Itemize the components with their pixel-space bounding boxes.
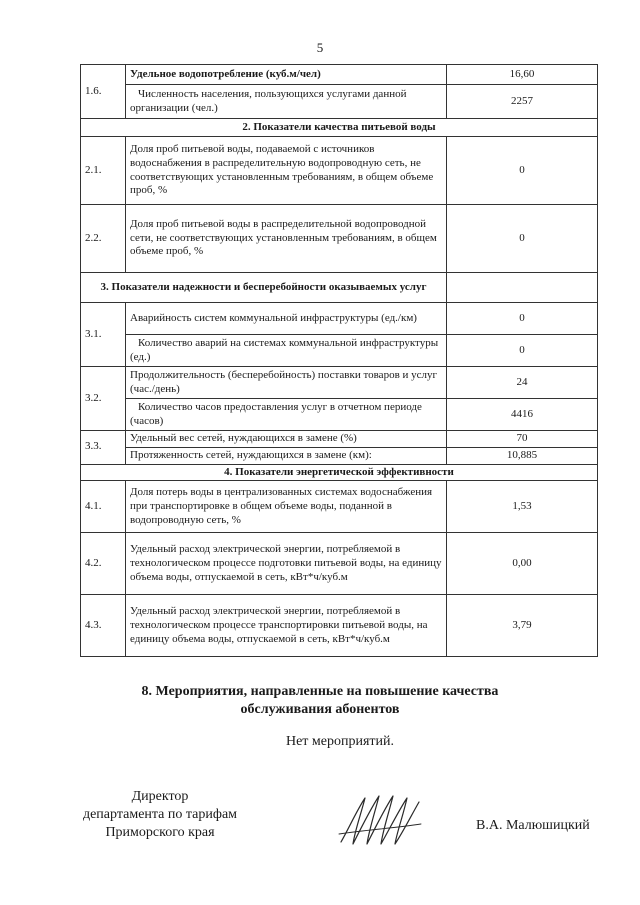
indicator-label: Доля проб питьевой воды, подаваемой с источников водоснабжения в распределительную водопроводную сеть, не соответствующих установленным требованиям, в общем объеме проб, % [126,137,447,205]
section-title: 2. Показатели качества питьевой воды [81,119,598,137]
table-row [81,205,598,273]
section-8-heading-line: 8. Мероприятия, направленные на повышение качества [141,684,499,699]
indicator-value: 70 [447,431,598,448]
section-8-heading [0,683,640,719]
no-measures-text: Нет мероприятий. [285,734,395,749]
indicator-label: Удельный вес сетей, нуждающихся в замене (%) [126,431,447,448]
indicator-value: 1,53 [447,481,598,533]
handwritten-signature [335,790,425,850]
section-header-row [81,464,598,481]
indicator-value: 2257 [447,85,598,119]
table-row [81,481,598,533]
row-number: 4.3. [81,595,126,657]
indicator-label: Удельное водопотребление (куб.м/чел) [126,65,447,85]
indicator-value: 24 [447,367,598,399]
row-number: 3.2. [81,367,126,431]
table-row [81,367,598,399]
row-number: 2.1. [81,137,126,205]
indicator-value: 4416 [447,399,598,431]
row-number: 3.1. [81,303,126,367]
indicator-value: 10,885 [447,447,598,464]
signer-name: В.А. Малюшицкий [476,818,590,833]
signatory-position [60,788,260,842]
indicator-value: 0 [447,303,598,335]
row-number: 3.3. [81,431,126,465]
indicator-label: Удельный расход электрической энергии, потребляемой в технологическом процессе транспортировки питьевой воды, на единицу объема воды, отпускаемой в сеть, кВт*ч/куб.м [126,595,447,657]
position-line: департамента по тарифам [82,807,238,822]
position-line: Приморского края [105,825,215,840]
position-line: Директор [131,789,189,804]
indicator-label: Аварийность систем коммунальной инфраструктуры (ед./км) [126,303,447,335]
table-row [81,533,598,595]
page-number: 5 [316,40,324,55]
indicators-table [80,64,598,657]
table-row [81,431,598,448]
indicator-value: 0 [447,137,598,205]
row-number: 2.2. [81,205,126,273]
table-row [81,399,598,431]
indicator-label: Удельный расход электрической энергии, потребляемой в технологическом процессе подготовки питьевой воды, на единицу объема воды, отпускаемой в сеть, кВт*ч/куб.м [126,533,447,595]
indicator-value: 0 [447,205,598,273]
row-number: 4.1. [81,481,126,533]
table-row [81,335,598,367]
section-header-row [81,273,598,303]
table-row [81,65,598,85]
section-8-heading-line: обслуживания абонентов [240,702,400,717]
table-row [81,595,598,657]
indicator-label: Доля проб питьевой воды в распределительной водопроводной сети, не соответствующих установленным требованиям, в общем объеме проб, % [126,205,447,273]
indicator-value: 0 [447,335,598,367]
indicator-value: 16,60 [447,65,598,85]
indicator-value: 3,79 [447,595,598,657]
indicator-label: Количество часов предоставления услуг в отчетном периоде (часов) [126,399,447,431]
indicator-label: Протяженность сетей, нуждающихся в замене (км): [126,447,447,464]
indicator-label: Численность населения, пользующихся услугами данной организации (чел.) [126,85,447,119]
indicator-label: Продолжительность (бесперебойность) поставки товаров и услуг (час./день) [126,367,447,399]
indicator-label: Доля потерь воды в централизованных системах водоснабжения при транспортировке в общем объеме воды, поданной в водопроводную сеть, % [126,481,447,533]
section-header-row [81,119,598,137]
table-row [81,447,598,464]
indicator-value: 0,00 [447,533,598,595]
section-title: 4. Показатели энергетической эффективности [81,464,598,481]
row-number: 1.6. [81,65,126,119]
table-row [81,137,598,205]
section-title: 3. Показатели надежности и бесперебойности оказываемых услуг [81,273,447,303]
indicator-label: Количество аварий на системах коммунальной инфраструктуры (ед.) [126,335,447,367]
table-row [81,303,598,335]
row-number: 4.2. [81,533,126,595]
table-row [81,85,598,119]
